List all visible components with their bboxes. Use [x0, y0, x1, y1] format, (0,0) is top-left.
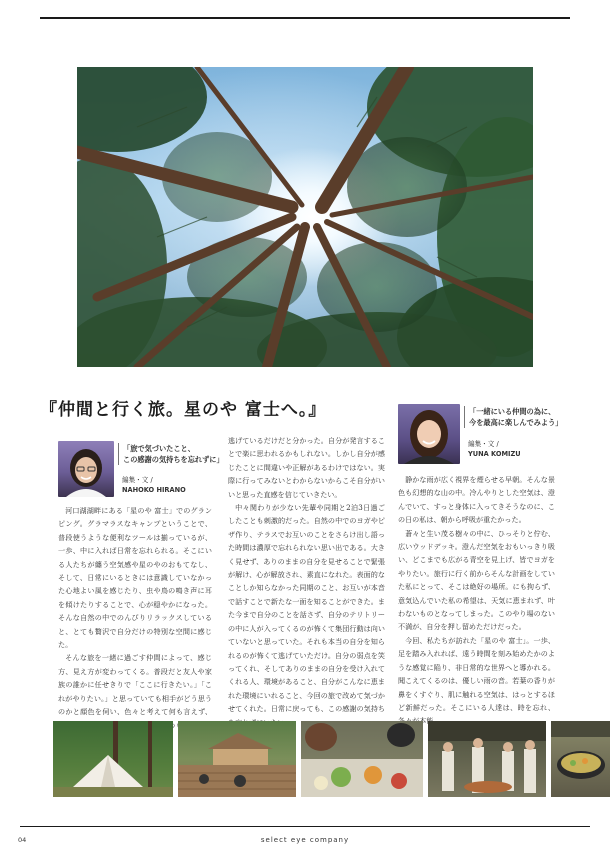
author-credit-1: 編集・文 / NAHOKO HIRANO: [122, 476, 186, 494]
paragraph: 静かな雨が広く視界を煙らせる早朝。そんな景色も幻想的な山の中。冷んやりとした空気は、澄んでいて、すっと身体に入ってきそうなのに、この日の私は、朝から呼吸が重たかった。: [398, 475, 555, 525]
article-column-3: [398, 473, 555, 728]
tent-photo: [53, 721, 173, 797]
article-column-2: [228, 434, 385, 729]
paragraph: 蒼々と生い茂る樹々の中に、ひっそりと佇む、広いウッドデッキ。澄んだ空気をおもいっきり吸い、どこまでも広がる青空を見上げ、皆でヨガをやりたい。旅行に行く前からそんな計画をしていた私にとって、そこは絶好の場所。にも拘らず、意気込んでいた私の希望は、天気に恵まれず、叶わないものとなってしまった。このやり場のない不満が、自分を押し留めただけだった。: [398, 528, 555, 632]
footer-company: select eye company: [260, 836, 350, 844]
outdoor-dining-photo: [301, 721, 423, 797]
author-quote-1: 「旅で気づいたこと、 この感謝の気持ちを忘れずに」: [118, 443, 224, 465]
article-column-1: [58, 504, 212, 745]
page-number: 04: [18, 836, 27, 844]
bottom-rule: [20, 826, 590, 827]
author-portrait-2: [398, 404, 460, 464]
forest-canopy-photo: [77, 67, 533, 367]
paragraph: 河口湖湖畔にある「星のや 富士」でのグランピング。グラマラスなキャンプということで、普段使うような便利なツールは揃っているが、一歩、中に入れば日常を忘れられる。そこにいる人たちが纏う空気感や星のやのおもてなし、そして、日常にいるときには意識していなかった心地よい風を感じたり、虫や鳥の鳴き声に耳を傾けたりすることで、心が穏やかになった。そんな自然の中でのんびりリラックスしていると、とても贅沢で自分だけの特別な空間に感じた。: [58, 506, 212, 650]
wooden-deck-photo: [178, 721, 296, 797]
top-rule: [40, 17, 570, 19]
author-credit-2: 編集・文 / YUNA KOMIZU: [468, 440, 521, 458]
author-portrait-1: [58, 441, 114, 497]
bbq-grill-photo: [551, 721, 610, 797]
author-quote-2: 「一緒にいる仲間の為に、 今を最高に楽しんでみよう」: [464, 406, 562, 428]
article-title: 『仲間と行く旅。星のや 富士へ。』: [40, 400, 327, 420]
paragraph: そんな旅を一緒に過ごす仲間によって、感じ方、見え方が変わってくる。普段だと友人や家族の誰かに任せきりで「ここに行きたい。」「これがやりたい。」と思っていても相手がどう思うのかと顔色を伺い、色々と考えて何も言えず、: [58, 653, 212, 717]
paragraph: 中々関わりが少ない先輩や同期と2泊3日過ごしたことも刺激的だった。自然の中でのヨガやピザ作り、テラスでお互いのことをさらけ出し語った時間は濃厚で忘れられない思い出である。大きく見せず、ありのままの自分を見せることで緊張が解け、心が解放され、素直になれた。表面的なことしか知らなかった同期のこと、お互いが本音で話すことで新たな一面を知ることができた。また今まで自分のことを話さず、自分のテリトリーの中に人が入ってくるのが怖くて集団行動は向いていないと思っていた。それも本当の自分を知られるのが怖くて逃げていただけ。自分の弱点を笑ってくれ、そしてありのままの自分を受け入れてくれる人、環境があること、自分がこんなに恵まれた環境にいれること、今回の旅で改めて気づかせてくれた。日常に戻っても、この感謝の気持ち: [228, 503, 385, 714]
campfire-group-photo: [428, 721, 546, 797]
paragraph: 今回、私たちが訪れた「星のや 富士」。一歩、足を踏み入れれば、遠う時間を刻み始めたかのような感覚に陥り、非日常的な世界へと導かれる。聞こえてくるのは、優しい雨の音。若葉の香りが鼻をくすぐり、肌に触れる空気は、はっとするほど新鮮だった。そこにいる人達は、時を忘れ、 本能: [398, 635, 555, 726]
paragraph: 逃げているだけだと分かった。自分が発言することで楽に思われるかもしれない。しかし自分が感じたことに間違いや正解があるわけではない。実際に行ってみないとわからないからこそ自分がいいと思った直感を信じていきたい。: [228, 436, 385, 499]
